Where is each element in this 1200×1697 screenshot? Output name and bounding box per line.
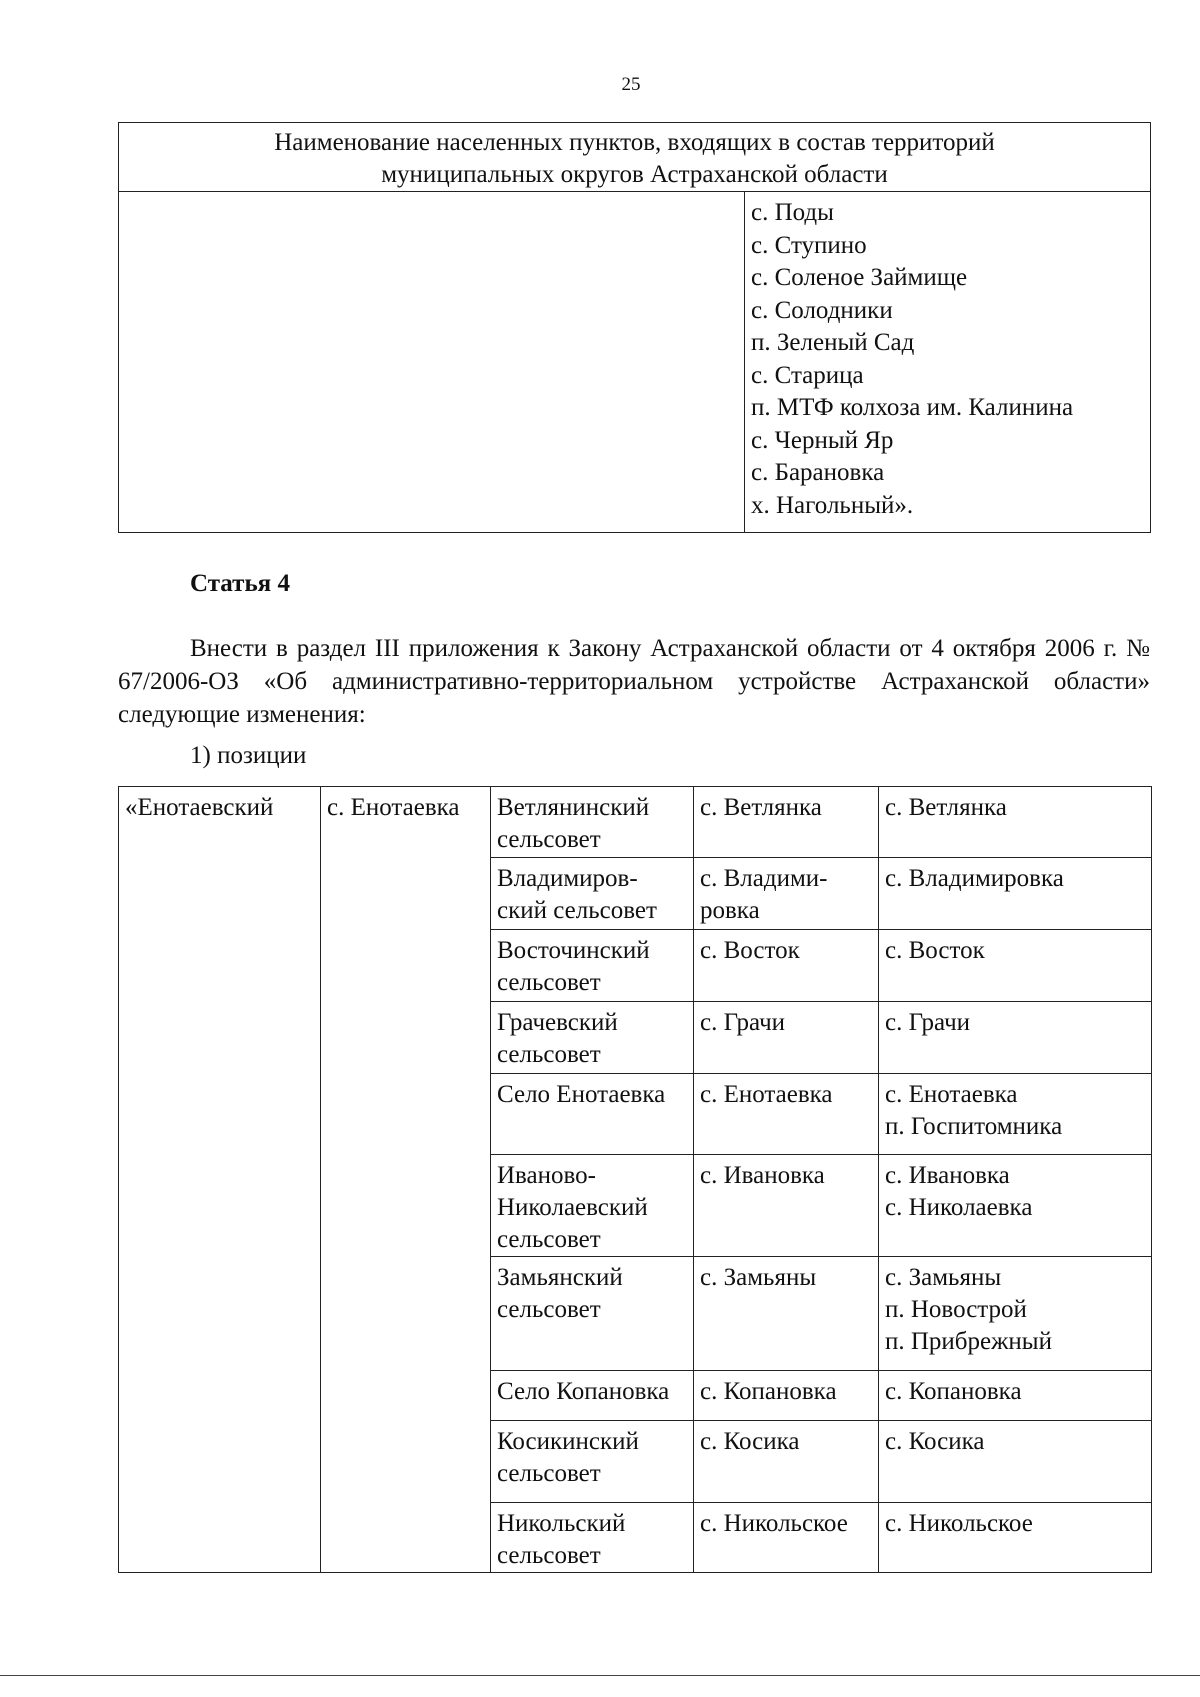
admin-center-cell [694,1503,879,1573]
places-cell-line: с. Копановка [885,1378,1022,1405]
positions-table-row [119,787,1152,858]
admin-center-cell-line: с. Копановка [700,1378,837,1405]
places-cell-line: с. Енотаевка [885,1081,1018,1108]
places-cell [879,858,1152,930]
settlements-list-cell [745,192,1151,533]
admin-center-cell [694,1074,879,1155]
positions-table-body [119,787,1152,1573]
settlement-item: с. Ступино [751,231,867,259]
places-cell-line: с. Николаевка [885,1194,1033,1221]
places-cell [879,1074,1152,1155]
council-cell-line: сельсовет [497,1226,601,1253]
admin-center-cell [694,1155,879,1257]
admin-center-cell [694,858,879,930]
places-cell [879,1371,1152,1421]
council-cell-line: Замьянский [497,1264,623,1291]
council-cell-line: Село Енотаевка [497,1081,666,1108]
council-cell-line: Никольский [497,1510,626,1537]
admin-center-cell-line: с. Владими- [700,865,828,892]
places-cell [879,1257,1152,1371]
bottom-rule [0,1675,1200,1676]
places-cell-line: с. Замьяны [885,1264,1002,1291]
settlement-item: п. МТФ колхоза им. Калинина [751,394,1074,421]
settlements-table [118,122,1151,533]
admin-center-cell-line: с. Никольское [700,1510,848,1537]
council-cell [491,1421,694,1503]
places-cell-line: п. Новострой [885,1296,1027,1323]
places-cell-line: с. Ивановка [885,1162,1010,1189]
district-center-cell: с. Енотаевка [321,787,491,1573]
admin-center-cell [694,1002,879,1074]
council-cell-line: сельсовет [497,1460,601,1487]
settlement-item: с. Солодники [751,296,893,324]
positions-label: 1) позиции [190,742,307,769]
admin-center-cell-line: с. Грачи [700,1009,786,1036]
settlement-item: п. Зеленый Сад [751,329,915,356]
council-cell-line: Ветлянинский [497,794,650,821]
admin-center-cell-line: с. Енотаевка [700,1081,833,1108]
council-cell-line: Иваново- [497,1162,596,1189]
council-cell [491,1155,694,1257]
admin-center-cell-line: с. Замьяны [700,1264,817,1291]
places-cell-line: с. Ветлянка [885,794,1007,821]
council-cell [491,1257,694,1371]
admin-center-cell [694,930,879,1002]
article-title: Статья 4 [190,570,290,597]
places-cell-line: с. Косика [885,1428,985,1455]
council-cell-line: Николаевский [497,1194,648,1221]
council-cell-line: сельсовет [497,1542,601,1569]
settlement-item: с. Старица [751,361,864,389]
council-cell [491,787,694,858]
article-paragraph: Внести в раздел III приложения к Закону Астраханской области от 4 октября 2006 г. № 67/2006-ОЗ «Об административно-территориальном устройстве Астраханской области» следующие изменения: [118,635,1150,728]
council-cell [491,1002,694,1074]
admin-center-cell-line: с. Ветлянка [700,794,822,821]
places-cell-line: с. Восток [885,937,985,964]
settlements-table-header [119,123,1151,192]
admin-center-cell-line: с. Восток [700,937,800,964]
admin-center-cell [694,1257,879,1371]
places-cell-line: с. Грачи [885,1009,971,1036]
settlement-item: с. Черный Яр [751,426,894,454]
council-cell [491,1074,694,1155]
council-cell-line: Косикинский [497,1428,639,1455]
settlement-item: х. Нагольный». [751,491,914,519]
council-cell-line: Грачевский [497,1009,618,1036]
places-cell-line: п. Прибрежный [885,1328,1052,1355]
council-cell-line: Владимиров- [497,865,638,892]
settlement-item: с. Барановка [751,459,885,486]
council-cell [491,1503,694,1573]
empty-cell [119,192,745,533]
places-cell [879,930,1152,1002]
places-cell [879,1503,1152,1573]
council-cell-line: сельсовет [497,1296,601,1323]
header-line-1: Наименование населенных пунктов, входящих в состав территорий [274,129,995,156]
district-cell: «Енотаевский [119,787,321,1573]
positions-table [118,786,1152,1573]
council-cell [491,930,694,1002]
places-cell [879,1421,1152,1503]
council-cell-line: Восточинский [497,937,650,964]
places-cell [879,1002,1152,1074]
council-cell-line: сельсовет [497,826,601,853]
admin-center-cell [694,1371,879,1421]
header-line-2: муниципальных округов Астраханской области [381,161,888,188]
admin-center-cell [694,787,879,858]
settlements-table-header-row [119,123,1151,192]
council-cell [491,858,694,930]
settlement-item: с. Поды [751,199,834,226]
council-cell-line: сельсовет [497,1041,601,1068]
council-cell [491,1371,694,1421]
admin-center-cell-line: ровка [700,897,760,924]
settlements-table-body-row [119,192,1151,533]
places-cell-line: с. Владимировка [885,865,1064,892]
council-cell-line: сельсовет [497,969,601,996]
settlement-item: с. Соленое Займище [751,264,968,291]
admin-center-cell-line: с. Ивановка [700,1162,825,1189]
admin-center-cell-line: с. Косика [700,1428,800,1455]
places-cell-line: п. Госпитомника [885,1113,1063,1140]
council-cell-line: ский сельсовет [497,897,657,924]
places-cell [879,787,1152,858]
places-cell-line: с. Никольское [885,1510,1033,1537]
places-cell [879,1155,1152,1257]
page-number: 25 [621,74,641,95]
council-cell-line: Село Копановка [497,1378,670,1405]
admin-center-cell [694,1421,879,1503]
